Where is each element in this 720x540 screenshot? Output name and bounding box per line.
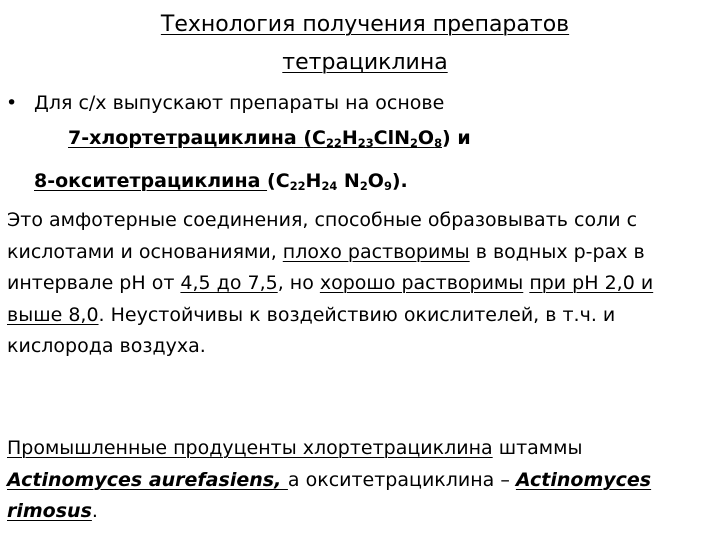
properties-text-2: в водных р-рах в интервале рН от	[7, 240, 645, 294]
chlortetracycline-name: 7-хлортетрациклина ($С_{22}Н_{23}ClN_2O_8$	[68, 127, 443, 150]
ph-condition-phrase: при рН 2,0 и выше 8,0	[7, 272, 654, 326]
properties-text-3: , но	[277, 272, 320, 294]
strain-rimosus: Actinomyces rimosus	[7, 468, 652, 522]
bullet-intro-line	[6, 90, 444, 116]
oxytetracycline-formula: ($С_{22}Н_{24}$ $N_2O_9$).	[267, 170, 408, 193]
producers-text-1: штаммы	[492, 437, 583, 459]
strain-aurefasiens: Actinomyces aurefasiens,	[7, 468, 288, 491]
bullet-intro-text: Для с/х выпускают препараты на основе	[34, 92, 445, 114]
ph-range-phrase: 4,5 до 7,5	[180, 272, 278, 294]
title-line-1: Технология получения препаратов	[160, 12, 570, 37]
oxytetracycline-name: 8-окситетрациклина	[34, 170, 268, 192]
slide-title	[0, 6, 720, 82]
bullet-marker: •	[6, 92, 18, 114]
title-line-2: тетрациклина	[282, 50, 448, 75]
poorly-soluble-phrase: плохо растворимы	[282, 240, 470, 263]
properties-paragraph	[7, 205, 713, 363]
oxytetracycline-line	[34, 168, 408, 194]
producers-paragraph	[7, 433, 713, 528]
producers-text-2: а окситетрациклина –	[287, 468, 516, 491]
well-soluble-phrase: хорошо растворимы	[319, 272, 524, 294]
producers-heading: Промышленные продуценты хлортетрациклина	[7, 437, 493, 459]
chlortetracycline-line	[68, 125, 471, 151]
producers-text-3: .	[91, 500, 98, 522]
properties-text-1: Это амфотерные соединения, способные образовывать соли с кислотами и основаниями,	[7, 209, 638, 263]
properties-text-4: . Неустойчивы к воздействию окислителей, в т.ч. и кислорода воздуха.	[7, 303, 616, 357]
chlortetracycline-formula-close: ) и	[442, 127, 471, 149]
